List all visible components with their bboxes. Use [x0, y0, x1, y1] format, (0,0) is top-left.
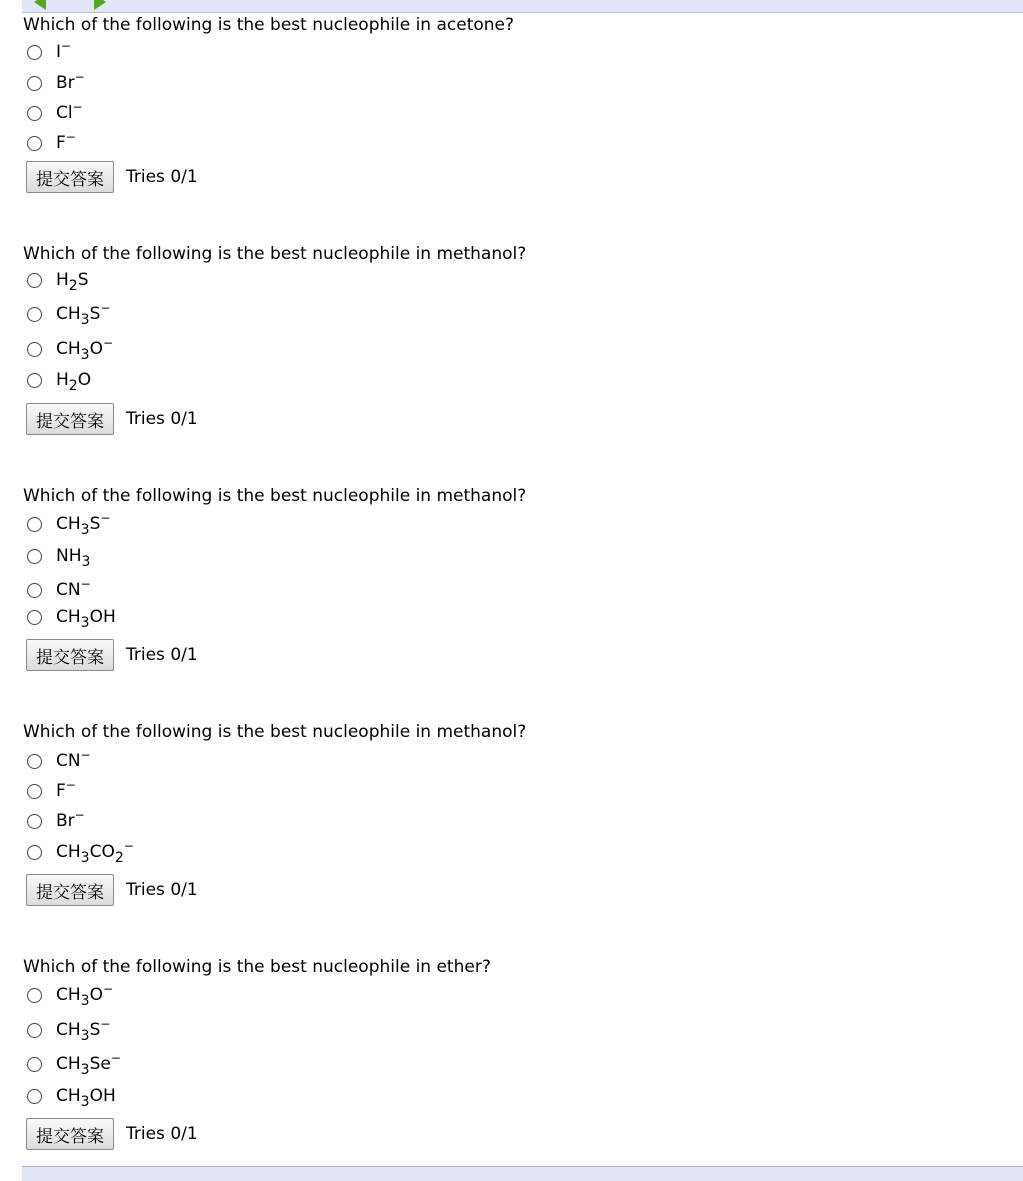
option-label: F−: [56, 778, 76, 801]
answer-option[interactable]: [27, 1017, 110, 1043]
radio-button[interactable]: [27, 307, 42, 322]
option-label: $NH_3$: [56, 546, 91, 570]
radio-button[interactable]: [27, 136, 42, 151]
bottom-bar: [22, 1166, 1023, 1181]
submit-answer-button[interactable]: 提交答案: [26, 1118, 114, 1150]
radio-button[interactable]: [27, 583, 42, 598]
option-label: $CH_3OH$: [56, 1086, 116, 1110]
back-arrow-icon[interactable]: [34, 0, 46, 10]
option-label: CN−: [56, 748, 91, 771]
answer-option[interactable]: [27, 543, 90, 569]
answer-option[interactable]: [27, 839, 134, 865]
submit-answer-button[interactable]: 提交答案: [26, 403, 114, 435]
question-text: Which of the following is the best nucleophile in methanol?: [23, 244, 527, 264]
answer-option[interactable]: [27, 604, 116, 630]
option-label: I−: [56, 39, 72, 62]
answer-option[interactable]: [27, 39, 71, 65]
question-text: Which of the following is the best nucleophile in methanol?: [23, 486, 527, 506]
radio-button[interactable]: [27, 549, 42, 564]
option-label: $CH_3S^-$: [56, 511, 111, 538]
question-text: Which of the following is the best nucleophile in ether?: [23, 957, 491, 977]
radio-button[interactable]: [27, 106, 42, 121]
radio-button[interactable]: [27, 754, 42, 769]
option-label: F−: [56, 130, 76, 153]
answer-option[interactable]: [27, 267, 89, 293]
answer-option[interactable]: [27, 982, 113, 1008]
answer-option[interactable]: [27, 778, 76, 804]
question-4: [23, 721, 1003, 903]
radio-button[interactable]: [27, 342, 42, 357]
submit-row: [26, 639, 198, 671]
answer-option[interactable]: [27, 100, 83, 126]
submit-answer-button[interactable]: 提交答案: [26, 161, 114, 193]
option-label: $H_2S$: [56, 270, 89, 294]
top-navigation-bar: [22, 0, 1023, 13]
option-label: Br−: [56, 808, 85, 831]
option-label: $CH_3S^-$: [56, 1017, 111, 1044]
radio-button[interactable]: [27, 45, 42, 60]
answer-option[interactable]: [27, 511, 110, 537]
option-label: Br−: [56, 70, 85, 93]
radio-button[interactable]: [27, 273, 42, 288]
answer-option[interactable]: [27, 748, 91, 774]
option-label: $CH_3O^-$: [56, 336, 114, 363]
answer-option[interactable]: [27, 808, 85, 834]
radio-button[interactable]: [27, 1057, 42, 1072]
tries-counter: Tries 0/1: [126, 645, 198, 665]
option-label: $CH_3CO_2^-$: [56, 839, 134, 866]
radio-button[interactable]: [27, 845, 42, 860]
radio-button[interactable]: [27, 373, 42, 388]
radio-button[interactable]: [27, 1023, 42, 1038]
tries-counter: Tries 0/1: [126, 167, 198, 187]
answer-option[interactable]: [27, 577, 91, 603]
answer-option[interactable]: [27, 130, 76, 156]
option-label: $CH_3O^-$: [56, 982, 114, 1009]
question-1: [23, 14, 1003, 190]
option-label: $CH_3S^-$: [56, 301, 111, 328]
radio-button[interactable]: [27, 610, 42, 625]
answer-option[interactable]: [27, 70, 85, 96]
submit-row: [26, 1118, 198, 1150]
answer-option[interactable]: [27, 1051, 121, 1077]
answer-option[interactable]: [27, 301, 110, 327]
question-text: Which of the following is the best nucleophile in acetone?: [23, 15, 515, 35]
option-label: $CH_3OH$: [56, 607, 116, 631]
tries-counter: Tries 0/1: [126, 1124, 198, 1144]
answer-option[interactable]: [27, 367, 91, 393]
submit-answer-button[interactable]: 提交答案: [26, 639, 114, 671]
radio-button[interactable]: [27, 1089, 42, 1104]
question-5: [23, 956, 1003, 1147]
submit-row: [26, 403, 198, 435]
radio-button[interactable]: [27, 988, 42, 1003]
option-label: $CH_3Se^-$: [56, 1051, 121, 1078]
question-text: Which of the following is the best nucleophile in methanol?: [23, 722, 527, 742]
forward-arrow-icon[interactable]: [94, 0, 106, 10]
submit-row: [26, 874, 198, 906]
answer-option[interactable]: [27, 336, 113, 362]
option-label: CN−: [56, 577, 91, 600]
submit-row: [26, 161, 198, 193]
question-2: [23, 243, 1003, 432]
option-label: $H_2O$: [56, 370, 92, 394]
tries-counter: Tries 0/1: [126, 880, 198, 900]
answer-option[interactable]: [27, 1083, 116, 1109]
question-3: [23, 485, 1003, 668]
radio-button[interactable]: [27, 814, 42, 829]
tries-counter: Tries 0/1: [126, 409, 198, 429]
option-label: Cl−: [56, 100, 83, 123]
submit-answer-button[interactable]: 提交答案: [26, 874, 114, 906]
radio-button[interactable]: [27, 517, 42, 532]
radio-button[interactable]: [27, 76, 42, 91]
radio-button[interactable]: [27, 784, 42, 799]
